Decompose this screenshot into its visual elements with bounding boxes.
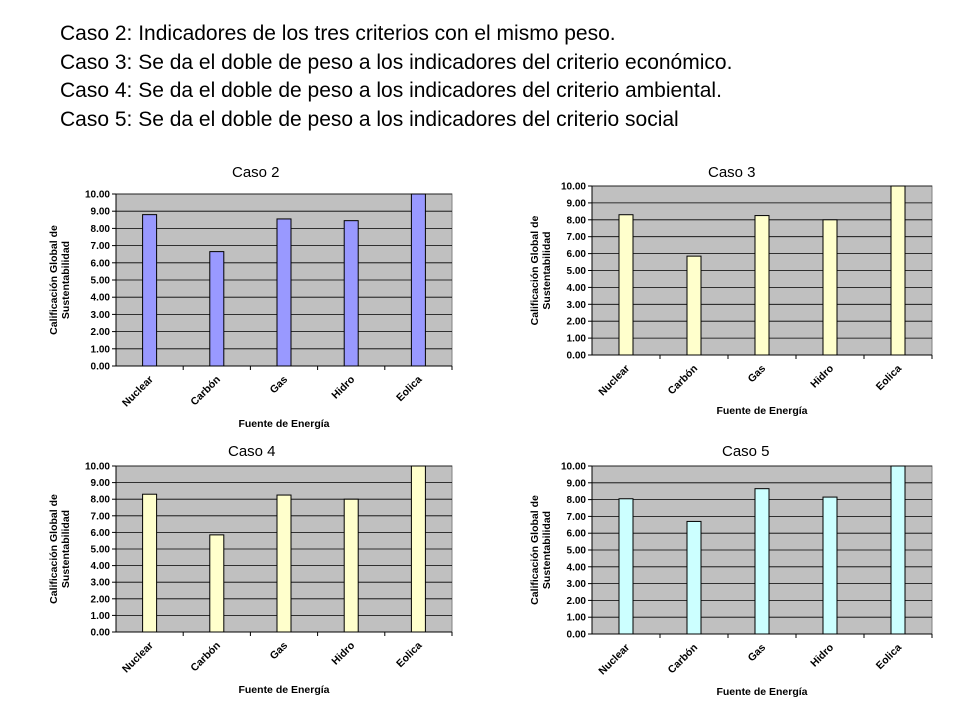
y-tick-label: 3.00	[90, 309, 110, 321]
x-category-label: Nuclear	[119, 373, 156, 410]
bar-eolica	[891, 466, 905, 634]
header-line-caso-2: Caso 2: Indicadores de los tres criterios con el mismo peso.	[60, 22, 616, 45]
x-category-label: Hidro	[329, 639, 358, 668]
y-tick-label: 9.00	[566, 198, 586, 210]
y-tick-label: 4.00	[566, 282, 586, 294]
chart-title-caso-4: Caso 4	[228, 443, 276, 460]
header-line-caso-3: Caso 3: Se da el doble de peso a los indicadores del criterio económico.	[60, 50, 733, 74]
y-tick-label: 0.00	[90, 627, 110, 639]
y-axis-title: Calificación Global deSustentabilidad	[48, 494, 72, 604]
x-category-label: Carbón	[665, 362, 701, 398]
x-category-label: Gas	[267, 373, 291, 397]
y-axis-title: Calificación Global deSustentabilidad	[529, 215, 553, 326]
x-axis-title: Fuente de Energía	[716, 405, 808, 417]
x-axis-title: Fuente de Energía	[238, 684, 330, 696]
y-tick-label: 1.00	[566, 612, 586, 624]
y-tick-label: 2.00	[90, 594, 110, 606]
y-tick-label: 0.00	[566, 629, 586, 641]
y-tick-label: 1.00	[566, 333, 586, 345]
y-axis-title: Calificación Global deSustentabilidad	[48, 225, 72, 335]
chart-title-caso-3: Caso 3	[708, 164, 756, 181]
y-tick-label: 0.00	[566, 350, 586, 362]
y-tick-label: 10.00	[560, 181, 586, 193]
y-tick-label: 3.00	[566, 299, 586, 311]
y-tick-label: 1.00	[90, 610, 110, 622]
x-category-label: Nuclear	[596, 641, 633, 678]
y-tick-label: 8.00	[566, 495, 586, 507]
x-category-label: Eolica	[394, 639, 425, 670]
y-tick-label: 4.00	[90, 292, 110, 304]
y-tick-label: 0.00	[90, 361, 110, 373]
x-category-label: Eolica	[873, 641, 905, 672]
x-category-label: Gas	[745, 641, 769, 665]
y-tick-label: 4.00	[90, 561, 110, 573]
y-tick-label: 1.00	[90, 344, 110, 356]
header-line-caso-4: Caso 4: Se da el doble de peso a los indicadores del criterio ambiental.	[60, 79, 722, 102]
y-tick-label: 7.00	[90, 241, 110, 253]
bar-hidro	[823, 497, 837, 634]
chart-title-caso-5: Caso 5	[722, 443, 770, 460]
y-tick-label: 3.00	[566, 579, 586, 591]
x-axis-title: Fuente de Energía	[238, 418, 330, 430]
x-category-label: Hidro	[808, 362, 837, 391]
x-category-label: Carbón	[665, 641, 701, 677]
y-tick-label: 5.00	[566, 266, 586, 277]
x-category-label: Gas	[745, 362, 769, 386]
y-tick-label: 9.00	[90, 478, 110, 490]
y-tick-label: 8.00	[90, 223, 110, 235]
x-category-label: Carbón	[188, 639, 223, 675]
x-category-label: Hidro	[329, 373, 358, 402]
x-axis-title: Fuente de Energía	[716, 686, 808, 698]
chart-title-caso-2: Caso 2	[232, 164, 280, 181]
y-tick-label: 6.00	[90, 258, 110, 270]
y-tick-label: 5.00	[90, 544, 110, 556]
y-tick-label: 10.00	[84, 189, 110, 201]
x-category-label: Nuclear	[596, 362, 633, 399]
header-line-caso-5: Caso 5: Se da el doble de peso a los indicadores del criterio social	[60, 107, 679, 131]
y-tick-label: 8.00	[90, 494, 110, 506]
x-category-label: Nuclear	[119, 639, 156, 676]
y-tick-label: 4.00	[566, 562, 586, 574]
y-tick-label: 9.00	[90, 206, 110, 218]
y-tick-label: 6.00	[90, 527, 110, 539]
x-category-label: Carbón	[188, 373, 223, 409]
y-tick-label: 5.00	[90, 275, 110, 287]
x-category-label: Eolica	[873, 362, 905, 393]
bar-carbn	[687, 521, 701, 634]
x-category-label: Hidro	[808, 641, 837, 670]
y-tick-label: 6.00	[566, 528, 586, 540]
y-tick-label: 9.00	[566, 478, 586, 490]
y-tick-label: 7.00	[90, 511, 110, 523]
x-category-label: Eolica	[394, 373, 425, 404]
bar-nuclear	[619, 499, 633, 634]
y-tick-label: 10.00	[560, 461, 586, 473]
x-category-label: Gas	[267, 639, 291, 663]
y-tick-label: 10.00	[84, 461, 110, 473]
y-tick-label: 2.00	[90, 327, 110, 339]
y-tick-label: 6.00	[566, 249, 586, 261]
y-tick-label: 5.00	[566, 545, 586, 557]
y-tick-label: 7.00	[566, 232, 586, 244]
y-tick-label: 2.00	[566, 316, 586, 328]
y-tick-label: 7.00	[566, 511, 586, 523]
bar-gas	[755, 489, 769, 634]
y-tick-label: 2.00	[566, 595, 586, 607]
y-axis-title: Calificación Global deSustentabilidad	[529, 495, 553, 605]
y-tick-label: 8.00	[566, 215, 586, 227]
y-tick-label: 3.00	[90, 577, 110, 589]
